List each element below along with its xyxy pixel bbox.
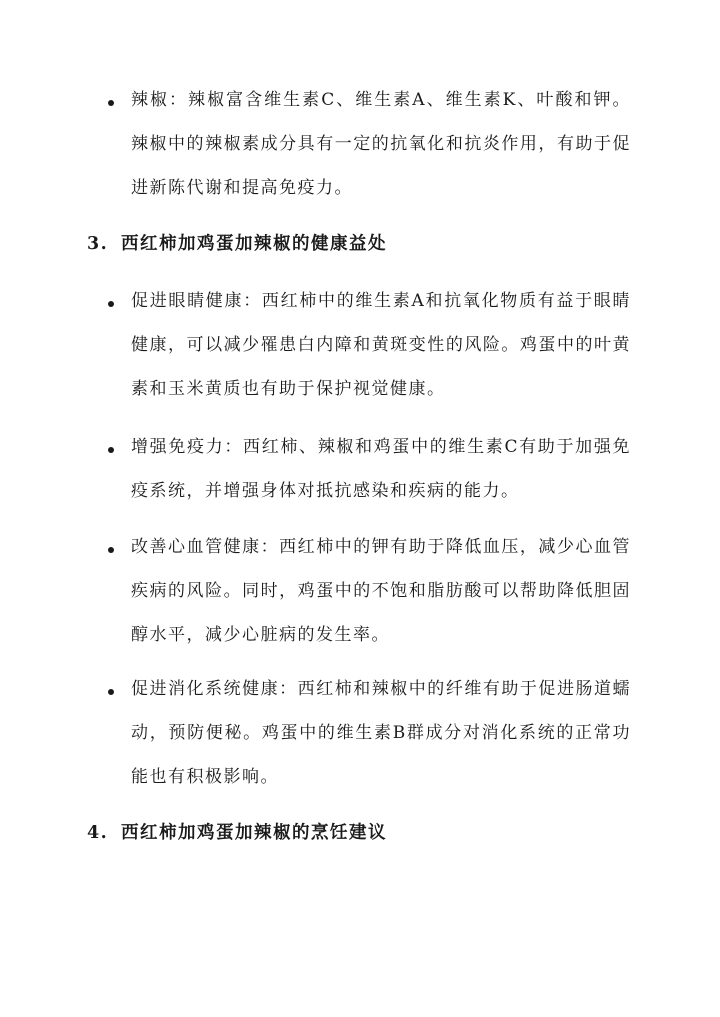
section-heading-3 [87, 232, 387, 256]
section-heading-4 [87, 821, 387, 845]
section-title: 西红柿加鸡蛋加辣椒的烹饪建议 [121, 823, 387, 843]
bullet-icon [108, 301, 114, 307]
bullet-icon [108, 689, 114, 695]
list-item-text: 促进消化系统健康：西红柿和辣椒中的纤维有助于促进肠道蠕动，预防便秘。鸡蛋中的维生素B群成分对消化系统的正常功能也有积极影响。 [131, 679, 631, 787]
list-item-text: 增强免疫力：西红柿、辣椒和鸡蛋中的维生素C有助于加强免疫系统，并增强身体对抵抗感染和疾病的能力。 [131, 437, 631, 501]
list-item-text: 促进眼睛健康：西红柿中的维生素A和抗氧化物质有益于眼睛健康，可以减少罹患白内障和黄斑变性的风险。鸡蛋中的叶黄素和玉米黄质也有助于保护视觉健康。 [131, 291, 631, 399]
section-title: 西红柿加鸡蛋加辣椒的健康益处 [121, 234, 387, 254]
bullet-icon [108, 547, 114, 553]
list-item-text: 辣椒：辣椒富含维生素C、维生素A、维生素K、叶酸和钾。辣椒中的辣椒素成分具有一定的抗氧化和抗炎作用，有助于促进新陈代谢和提高免疫力。 [131, 90, 631, 198]
bullet-icon [108, 447, 114, 453]
section-number: 3. [87, 234, 109, 254]
list-item-text: 改善心血管健康：西红柿中的钾有助于降低血压，减少心血管疾病的风险。同时，鸡蛋中的不饱和脂肪酸可以帮助降低胆固醇水平，减少心脏病的发生率。 [131, 537, 631, 645]
bullet-icon [108, 100, 114, 106]
section-number: 4. [87, 823, 109, 843]
